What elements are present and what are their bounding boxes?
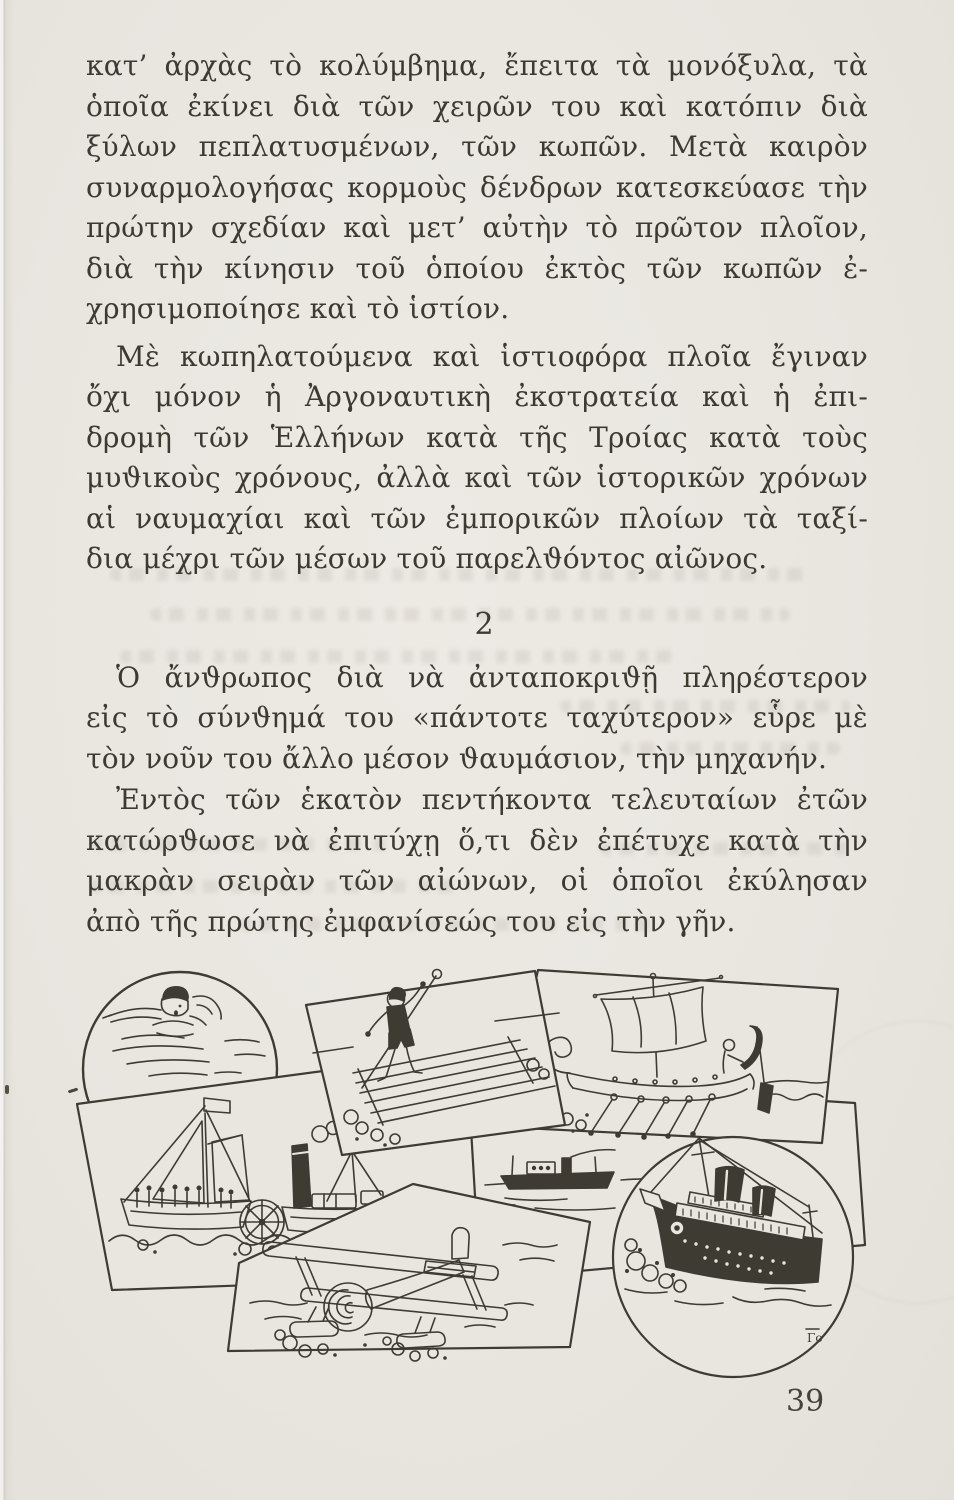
page-number: 39 bbox=[786, 1384, 825, 1419]
artist-monogram bbox=[806, 1329, 823, 1345]
transport-evolution-illustration bbox=[65, 945, 885, 1405]
page-edge bbox=[0, 0, 14, 1500]
svg-text:Γο: Γο bbox=[807, 1331, 823, 1345]
text-line: μακρὰν σειρὰν τῶν αἰώνων, οἱ ὁποῖοι ἐκύλησαν bbox=[86, 864, 868, 897]
text-line: κατ’ ἀρχὰς τὸ κολύμβημα, ἔπειτα τὰ μονόξυλα, τὰ bbox=[86, 49, 868, 82]
swimmer-head-icon bbox=[162, 986, 189, 1002]
ink-speck bbox=[5, 1085, 9, 1094]
text-line: ὄχι μόνον ἡ Ἀργοναυτικὴ ἐκστρατεία καὶ ἡ ἐπι- bbox=[86, 380, 868, 413]
text-line: κατώρϑωσε νὰ ἐπιτύχῃ ὅ,τι δὲν ἐπέτυχε κατὰ τὴν bbox=[86, 823, 868, 857]
text-line: διὰ τὴν κίνησιν τοῦ ὁποίου ἐκτὸς τῶν κωπῶν ἐ- bbox=[86, 251, 868, 285]
text-line: Ἐντὸς τῶν ἑκατὸν πεντήκοντα τελευταίων ἐτῶν bbox=[116, 783, 868, 816]
text-line: πρώτην σχεδίαν καὶ μετ’ αὐτὴν τὸ πρῶτον πλοῖον, bbox=[86, 211, 868, 244]
text-line: τὸν νοῦν του ἄλλο μέσον ϑαυμάσιον, τὴν μηχανήν. bbox=[86, 741, 828, 775]
text-line: δια μέχρι τῶν μέσων τοῦ παρελϑόντος αἰῶνος. bbox=[86, 542, 768, 575]
text-line: ἀπὸ τῆς πρώτης ἐμφανίσεώς του εἰς τὴν γῆν. bbox=[86, 904, 736, 938]
paragraph bbox=[86, 337, 868, 580]
text-line: εἰς τὸ σύνϑημά του «πάντοτε ταχύτερον» εὗρε μὲ bbox=[86, 701, 868, 734]
text-line: δρομὴ τῶν Ἑλλήνων κατὰ τῆς Τροίας κατὰ τοὺς bbox=[86, 420, 868, 454]
paragraph bbox=[86, 780, 868, 942]
text-block-bottom bbox=[86, 658, 868, 943]
section-number: 2 bbox=[474, 606, 494, 642]
text-column bbox=[86, 46, 868, 942]
text-line: αἱ ναυμαχίαι καὶ τῶν ἐμπορικῶν πλοίων τὰ ταξί- bbox=[86, 501, 868, 535]
text-line: μυϑικοὺς χρόνους, ἀλλὰ καὶ τῶν ἱστορικῶν χρόνων bbox=[86, 461, 868, 494]
text-line: ξύλων πεπλατυσμένων, τῶν κωπῶν. Μετὰ καιρὸν bbox=[86, 130, 868, 163]
paragraph bbox=[86, 46, 868, 330]
ocean-liner-panel bbox=[613, 1137, 853, 1377]
text-line: συναρμολογήσας κορμοὺς δένδρων κατεσκεύασε τὴν bbox=[86, 170, 868, 204]
text-block-top bbox=[86, 46, 868, 580]
text-line: Μὲ κωπηλατούμενα καὶ ἱστιοφόρα πλοῖα ἔγιναν bbox=[116, 339, 868, 373]
text-line: ὁποῖα ἐκίνει διὰ τῶν χειρῶν του καὶ κατόπιν διὰ bbox=[86, 89, 868, 123]
text-line: Ὁ ἄνϑρωπος διὰ νὰ ἀνταποκριϑῇ πληρέστερον bbox=[116, 660, 868, 694]
paragraph bbox=[86, 658, 868, 780]
text-line: χρησιμοποίησε καὶ τὸ ἱστίον. bbox=[86, 292, 510, 325]
raft-panel bbox=[306, 970, 565, 1156]
